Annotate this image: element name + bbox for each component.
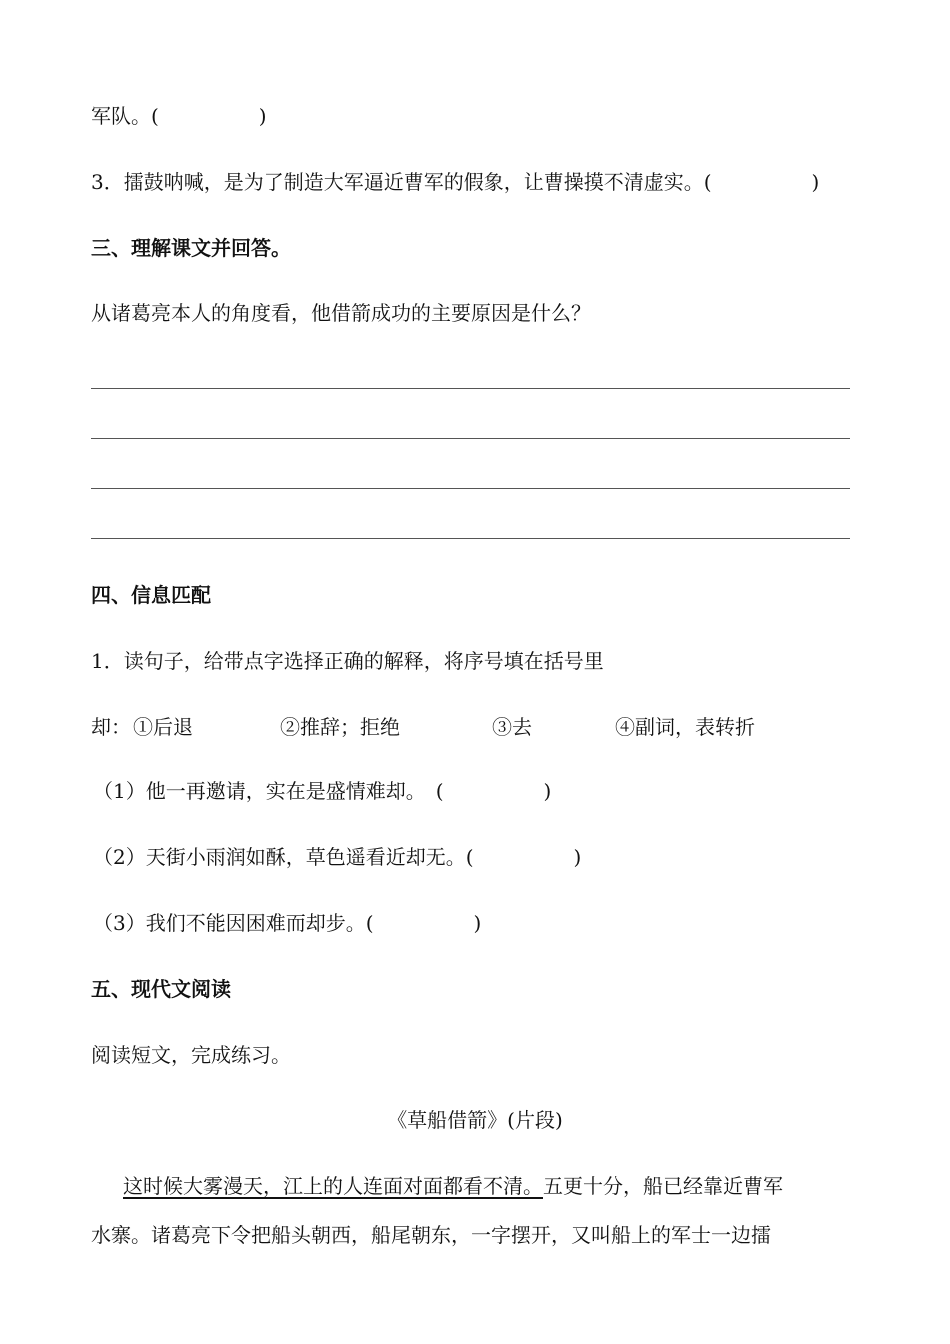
underlined-sentence: 这时候大雾漫天，江上的人连面对面都看不清。 (123, 1174, 543, 1198)
sentence-1: （1）他一再邀请，实在是盛情难却。 ( ) (93, 779, 552, 803)
sentence-2: （2）天街小雨润如酥，草色遥看近却无。( ) (93, 845, 582, 869)
section-3-question: 从诸葛亮本人的角度看，他借箭成功的主要原因是什么？ (91, 301, 591, 325)
paragraph-text: 五更十分，船已经靠近曹军 (543, 1174, 783, 1198)
sentence-3: （3）我们不能因困难而却步。( ) (93, 911, 482, 935)
continuation-text: 军队。( ) (91, 104, 267, 128)
section-3-heading: 三、理解课文并回答。 (91, 236, 291, 260)
passage-paragraph-line-1 (123, 1173, 783, 1199)
answer-line-1[interactable] (91, 388, 850, 389)
section-5-instruction: 阅读短文，完成练习。 (91, 1043, 291, 1067)
option-4: ④副词，表转折 (615, 715, 755, 739)
answer-line-4[interactable] (91, 538, 850, 539)
section-4-instruction: 1．读句子，给带点字选择正确的解释，将序号填在括号里 (91, 649, 604, 673)
option-2: ②推辞；拒绝 (280, 715, 400, 739)
passage-paragraph-line-2: 水寨。诸葛亮下令把船头朝西，船尾朝东，一字摆开，又叫船上的军士一边擂 (91, 1223, 771, 1247)
answer-line-3[interactable] (91, 488, 850, 489)
section-5-heading: 五、现代文阅读 (91, 977, 231, 1001)
passage-title: 《草船借箭》(片段) (387, 1108, 563, 1132)
option-1: ①后退 (133, 715, 193, 739)
true-false-item-3: 3．擂鼓呐喊，是为了制造大军逼近曹军的假象，让曹操摸不清虚实。( ) (91, 170, 820, 194)
options-label: 却： (91, 715, 131, 739)
section-4-heading: 四、信息匹配 (91, 583, 211, 607)
answer-line-2[interactable] (91, 438, 850, 439)
option-3: ③去 (492, 715, 532, 739)
